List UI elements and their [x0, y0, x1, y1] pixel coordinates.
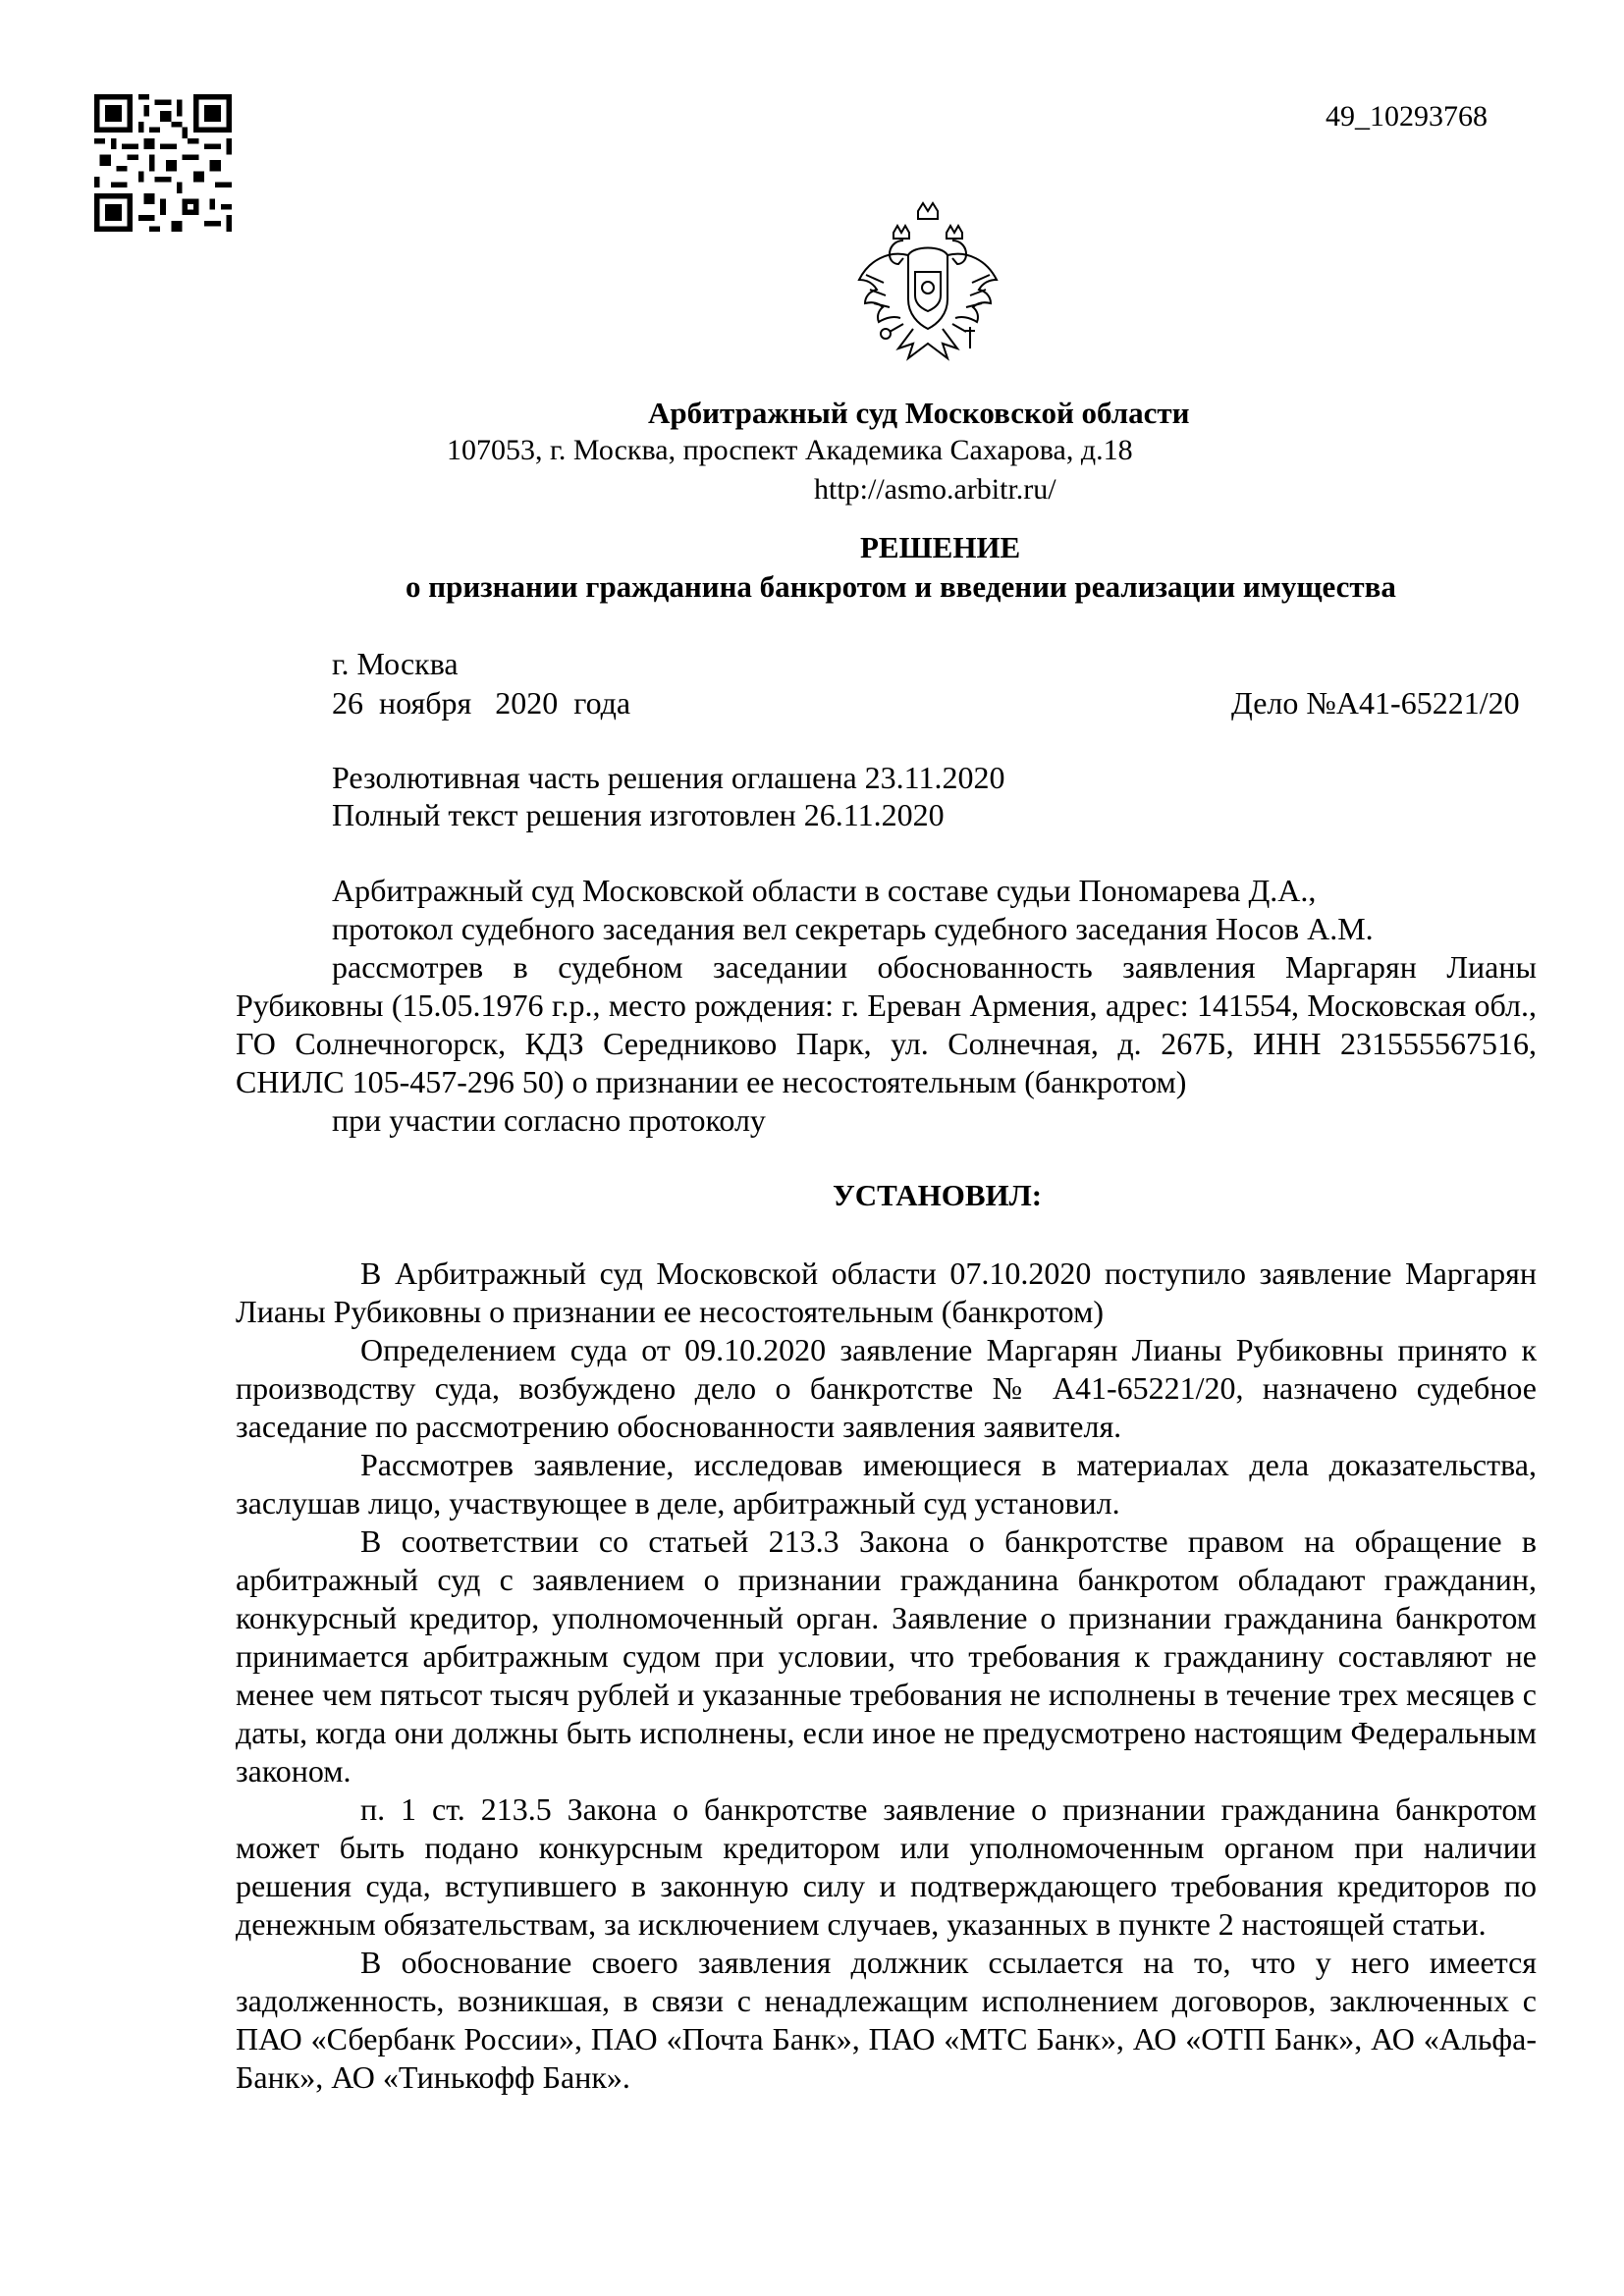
document-title: РЕШЕНИЕ	[860, 530, 1021, 564]
court-address: 107053, г. Москва, проспект Академика Сахарова, д.18	[447, 434, 1133, 466]
qr-code	[94, 94, 232, 232]
case-number: Дело №А41-65221/20	[1231, 685, 1520, 721]
court-composition	[236, 872, 1537, 1140]
paragraph: п. 1 ст. 213.5 Закона о банкротстве заявление о признании гражданина банкротом может быть подано конкурсным кредитором или уполномоченным органом при наличии решения суда, вступившего в законную силу и подтверждающего требования кредиторов по денежным обязательствам, за исключением случаев, указанных в пункте 2 настоящей статьи.	[236, 1791, 1537, 1942]
paragraph: Определением суда от 09.10.2020 заявление Маргарян Лианы Рубиковны принято к производству суда, возбуждено дело о банкротстве № А41-65221/20, назначено судебное заседание по рассмотрению обоснованности заявления заявителя.	[236, 1332, 1537, 1444]
established-heading: УСТАНОВИЛ:	[833, 1178, 1043, 1212]
court-url: http://asmo.arbitr.ru/	[814, 473, 1056, 506]
coat-of-arms-icon	[854, 201, 1001, 383]
resolution-announced: Резолютивная часть решения оглашена 23.11.2020	[332, 760, 1005, 795]
composition-secretary: протокол судебного заседания вел секретарь судебного заседания Носов А.М.	[332, 911, 1374, 946]
court-name: Арбитражный суд Московской области	[648, 396, 1190, 430]
paragraph: В соответствии со статьей 213.3 Закона о банкротстве правом на обращение в арбитражный суд с заявлением о признании гражданина банкротом обладают гражданин, конкурсный кредитор, уполномоченный орган. Заявление о признании гражданина банкротом принимается арбитражным судом при условии, что требования к гражданину составляют не менее чем пятьсот тысяч рублей и указанные требования не исполнены в течение трех месяцев с даты, когда они должны быть исполнены, если иное не предусмотрено настоящим Федеральным законом.	[236, 1523, 1537, 1789]
paragraph: Рассмотрев заявление, исследовав имеющиеся в материалах дела доказательства, заслушав лицо, участвующее в деле, арбитражный суд установил.	[236, 1447, 1537, 1521]
full-text-prepared: Полный текст решения изготовлен 26.11.2020	[332, 797, 945, 832]
composition-judge: Арбитражный суд Московской области в составе судьи Пономарева Д.А.,	[332, 873, 1317, 908]
established-body	[236, 1255, 1537, 2097]
document-subtitle: о признании гражданина банкротом и введении реализации имущества	[406, 569, 1396, 604]
composition-participants: при участии согласно протоколу	[332, 1102, 766, 1138]
paragraph: В Арбитражный суд Московской области 07.10.2020 поступило заявление Маргарян Лианы Рубиковны о признании ее несостоятельным (банкротом)	[236, 1255, 1537, 1329]
decision-date: 26 ноября 2020 года	[332, 685, 631, 721]
city: г. Москва	[332, 646, 459, 681]
composition-case-subject: рассмотрев в судебном заседании обоснованность заявления Маргарян Лианы Рубиковны (15.05.1976 г.р., место рождения: г. Ереван Армения, адрес: 141554, Московская обл., ГО Солнечногорск, КДЗ Середниково Парк, ул. Солнечная, д. 267Б, ИНН 231555567516, СНИЛС 105-457-296 50) о признании ее несостоятельным (банкротом)	[236, 949, 1537, 1099]
paragraph: В обоснование своего заявления должник ссылается на то, что у него имеется задолженность, возникшая, в связи с ненадлежащим исполнением договоров, заключенных с ПАО «Сбербанк России», ПАО «Почта Банк», ПАО «МТС Банк», АО «ОТП Банк», АО «Альфа-Банк», АО «Тинькофф Банк».	[236, 1945, 1537, 2095]
document-id: 49_10293768	[1326, 100, 1488, 133]
